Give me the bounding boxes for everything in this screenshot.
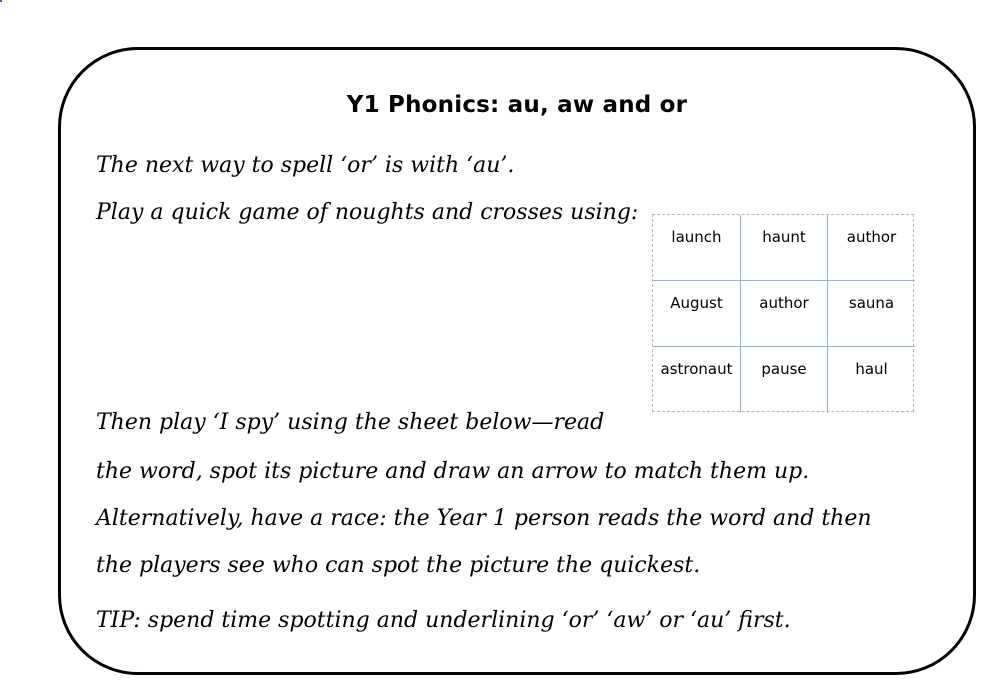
page-title: Y1 Phonics: au, aw and or — [346, 92, 688, 118]
instruction-line-1: The next way to spell ‘or’ is with ‘au’. — [96, 153, 515, 178]
grid-cell: author — [741, 281, 828, 347]
instruction-line-6: the players see who can spot the picture the quickest. — [96, 553, 701, 578]
grid-cell: launch — [653, 215, 741, 281]
grid-cell: astronaut — [653, 347, 741, 413]
grid-cell: haunt — [741, 215, 828, 281]
grid-cell: author — [828, 215, 915, 281]
tip-line: TIP: spend time spotting and underlining ‘or’ ‘aw’ or ‘au’ first. — [96, 608, 791, 633]
grid-cell: pause — [741, 347, 828, 413]
instruction-line-4: the word, spot its picture and draw an arrow to match them up. — [96, 459, 810, 484]
instruction-line-5: Alternatively, have a race: the Year 1 person reads the word and then — [96, 506, 872, 531]
instruction-line-3: Then play ‘I spy’ using the sheet below—read — [96, 410, 605, 435]
noughts-and-crosses-grid — [652, 214, 914, 412]
corner-dot — [0, 0, 2, 2]
grid-cell: sauna — [828, 281, 915, 347]
instruction-line-2: Play a quick game of noughts and crosses using: — [96, 200, 639, 225]
grid-cell: August — [653, 281, 741, 347]
grid-cell: haul — [855, 360, 888, 378]
